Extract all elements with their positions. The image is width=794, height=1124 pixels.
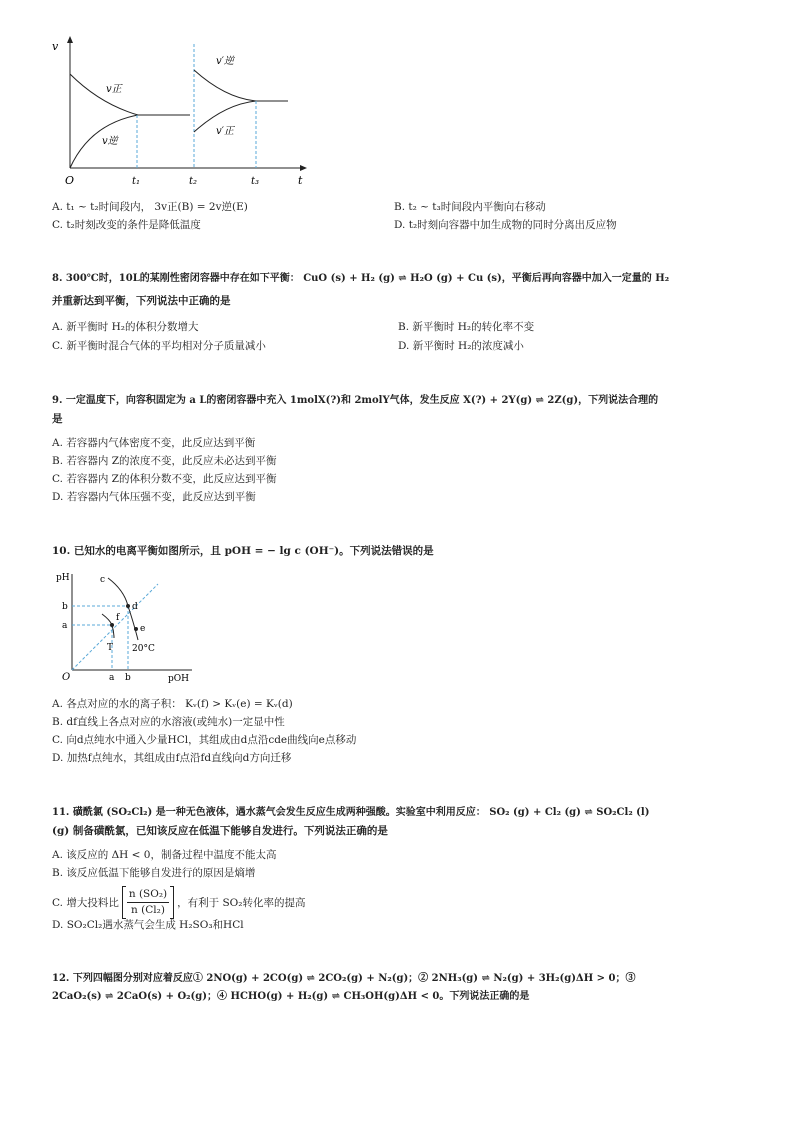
point-f-label: f: [116, 613, 120, 623]
q10-option-c: C. 向d点纯水中通入少量HCl，其组成由d点沿cde曲线向e点移动: [52, 734, 357, 746]
q12-stem-line1: 12. 下列四幅图分别对应着反应① 2NO(g) + 2CO(g) ⇌ 2CO₂(g) + N₂(g)；② 2NH₃(g) ⇌ N₂(g) + 3H₂(g)ΔH > 0；③: [52, 973, 636, 984]
x-axis-label: pOH: [168, 674, 189, 684]
q9-stem-line1: 9. 一定温度下，向容积固定为 a L的密闭容器中充入 1molX(?)和 2molY气体，发生反应 X(?) + 2Y(g) ⇌ 2Z(g)，下列说法合理的: [52, 395, 659, 406]
q11-option-c: [52, 884, 306, 920]
fraction-numerator: n (SO₂): [127, 887, 169, 903]
x-tick-b: b: [125, 673, 131, 683]
q9-option-b: B. 若容器内 Z的浓度不变，此反应未必达到平衡: [52, 455, 277, 467]
origin-label: O: [65, 174, 75, 187]
ph-poh-graph: [50, 568, 200, 688]
x-tick-a: a: [109, 673, 115, 683]
q7-option-b: B. t₂ ~ t₃时间段内平衡向右移动: [394, 201, 546, 213]
q8-option-c: C. 新平衡时混合气体的平均相对分子质量减小: [52, 340, 266, 352]
q8-option-a: A. 新平衡时 H₂的体积分数增大: [52, 321, 199, 333]
forward-rate-curve: [70, 74, 190, 115]
q7-option-a: A. t₁ ~ t₂时间段内， 3v正(B) = 2v逆(E): [52, 201, 248, 213]
q11-option-c-prefix: C. 增大投料比: [52, 896, 119, 909]
point-d: [126, 604, 130, 608]
q8-stem-line2: 并重新达到平衡，下列说法中正确的是: [52, 295, 231, 307]
q8-option-b: B. 新平衡时 H₂的转化率不变: [398, 321, 535, 333]
tick-t2: t₂: [189, 176, 198, 187]
q10-stem: 10. 已知水的电离平衡如图所示，且 pOH = − lg c (OH⁻)。下列说法错误的是: [52, 545, 434, 557]
velocity-time-graph: [40, 32, 320, 192]
point-f: [110, 623, 114, 627]
point-c-label: c: [100, 575, 106, 585]
point-e-label: e: [140, 624, 146, 634]
q11-option-d: D. SO₂Cl₂遇水蒸气会生成 H₂SO₃和HCl: [52, 919, 244, 931]
q9-option-d: D. 若容器内气体压强不变，此反应达到平衡: [52, 491, 256, 503]
x-axis-arrow: [300, 165, 307, 171]
q9-option-a: A. 若容器内气体密度不变，此反应达到平衡: [52, 437, 256, 449]
reverse-rate-label-2: v′正: [216, 126, 234, 137]
fraction-bracket: [122, 886, 174, 919]
q7-option-d: D. t₂时刻向容器中加生成物的同时分离出反应物: [394, 219, 617, 231]
point-d-label: d: [132, 602, 138, 612]
q8-stem-line1: 8. 300℃时，10L的某刚性密闭容器中存在如下平衡： CuO (s) + H₂ (g) ⇌ H₂O (g) + Cu (s)，平衡后再向容器中加入一定量的 H₂: [52, 273, 670, 284]
q7-option-c: C. t₂时刻改变的条件是降低温度: [52, 219, 201, 231]
q11-stem-line1: 11. 磺酰氯 (SO₂Cl₂) 是一种无色液体，遇水蒸气会发生反应生成两种强酸。实验室中利用反应： SO₂ (g) + Cl₂ (g) ⇌ SO₂Cl₂ (l): [52, 807, 650, 818]
reverse-rate-label: v逆: [102, 136, 118, 147]
q10-option-a: A. 各点对应的水的离子积： Kᵥ(f) > Kᵥ(e) = Kᵥ(d): [52, 698, 293, 710]
q9-option-c: C. 若容器内 Z的体积分数不变，此反应达到平衡: [52, 473, 277, 485]
y-axis-label: pH: [56, 573, 70, 583]
q9-stem-line2: 是: [52, 413, 63, 425]
tick-t3: t₃: [251, 176, 260, 187]
y-tick-a: a: [62, 621, 68, 631]
q10-option-b: B. df直线上各点对应的水溶液(或纯水)一定显中性: [52, 716, 285, 728]
y-axis-label: v: [52, 40, 59, 53]
tick-t1: t₁: [132, 176, 141, 187]
x-axis-label: t: [298, 174, 303, 187]
y-axis-arrow: [67, 36, 73, 43]
forward-rate-label: v正: [106, 84, 122, 95]
forward-rate-curve-2: [194, 70, 288, 101]
q11-option-b: B. 该反应低温下能够自发进行的原因是熵增: [52, 867, 256, 879]
origin-label: O: [62, 672, 71, 683]
fraction-denominator: n (Cl₂): [131, 903, 165, 916]
curve-20c-label: 20°C: [132, 644, 155, 654]
q11-option-c-suffix: ，有利于 SO₂转化率的提高: [177, 896, 306, 909]
point-e: [134, 627, 138, 631]
forward-rate-label-2: v′逆: [216, 56, 234, 67]
q8-option-d: D. 新平衡时 H₂的浓度减小: [398, 340, 524, 352]
q11-stem-line2: (g) 制备磺酰氯，已知该反应在低温下能够自发进行。下列说法正确的是: [52, 825, 388, 837]
q12-stem-line2: 2CaO₂(s) ⇌ 2CaO(s) + O₂(g)；④ HCHO(g) + H₂(g) ⇌ CH₃OH(g)ΔH < 0。下列说法正确的是: [52, 991, 530, 1002]
curve-t-label: T: [107, 643, 114, 653]
q11-option-a: A. 该反应的 ΔH < 0，制备过程中温度不能太高: [52, 849, 277, 861]
y-tick-b: b: [62, 602, 68, 612]
q10-option-d: D. 加热f点纯水，其组成由f点沿fd直线向d方向迁移: [52, 752, 292, 764]
